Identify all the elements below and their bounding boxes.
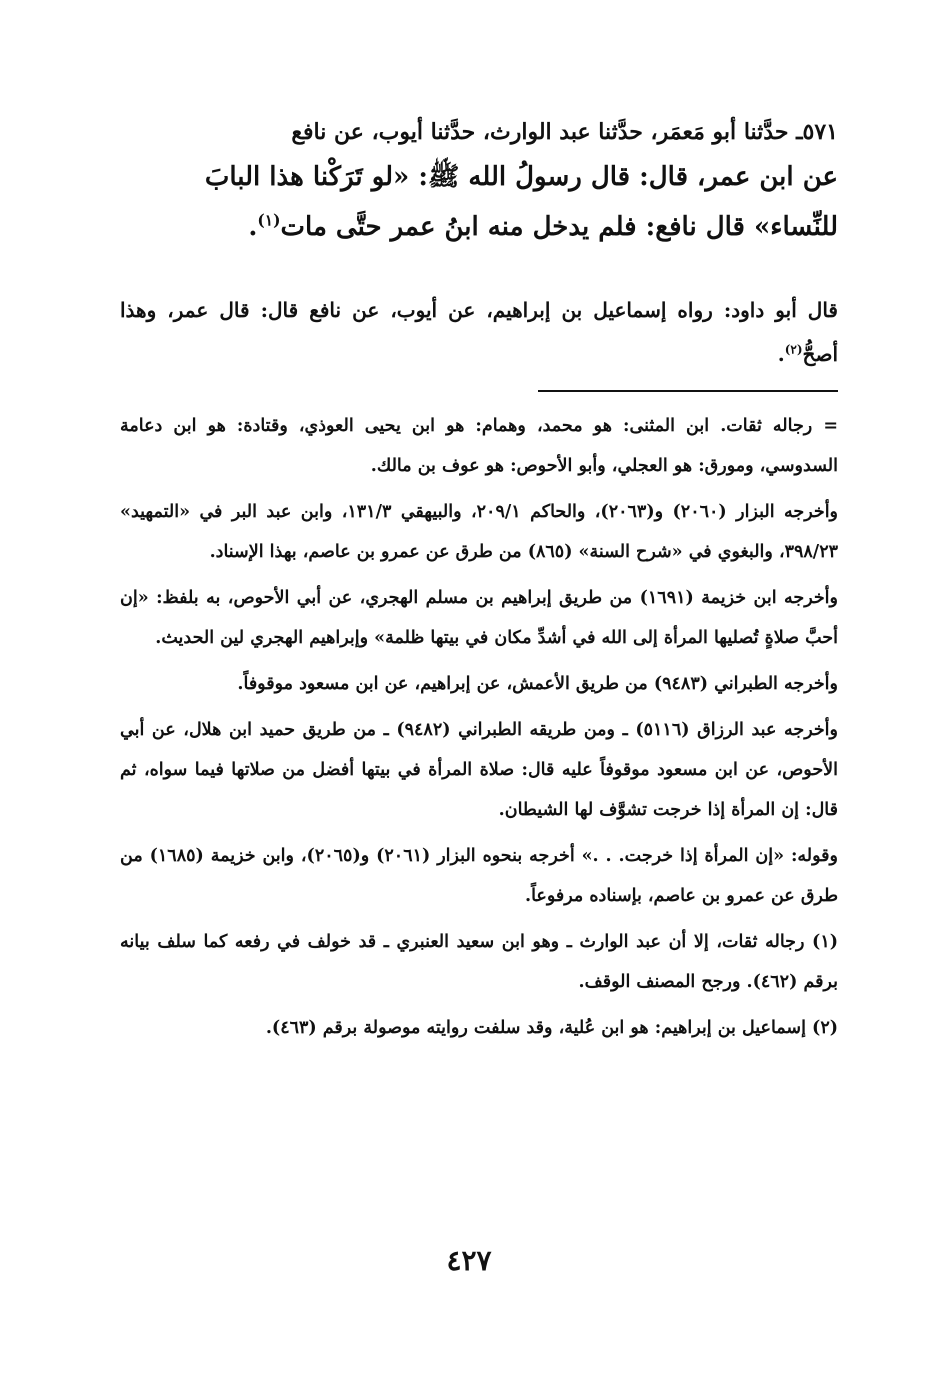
hadith-text: [120, 112, 838, 252]
comment-end: .: [777, 342, 785, 366]
footnote-divider: [538, 390, 838, 392]
abu-dawud-comment: [120, 288, 838, 376]
hadith-end: .: [248, 212, 258, 242]
footnote-ref-1: (١): [257, 210, 281, 230]
footnote-paragraph: وأخرجه عبد الرزاق (٥١١٦) ـ ومن طريقه الطبراني (٩٤٨٢) ـ من طريق حميد ابن هلال، عن أبي الأحوص، عن ابن مسعود موقوفاً عليه قال: صلاة المرأة في بيتها أفضل من صلاتها فيما سواه، ثم قال: إن المرأة إذا خرجت تشوَّف لها الشيطان.: [120, 720, 838, 820]
footnote-paragraph: وأخرجه الطبراني (٩٤٨٣) من طريق الأعمش، عن إبراهيم، عن ابن مسعود موقوفاً.: [237, 674, 838, 694]
page-number: ٤٢٧: [446, 1244, 492, 1277]
footnote-paragraph: (٢) إسماعيل بن إبراهيم: هو ابن عُلية، وقد سلفت روايته موصولة برقم (٤٦٣).: [265, 1018, 838, 1038]
hadith-line-1: ٥٧١ـ حدَّثنا أبو مَعمَر، حدَّثنا عبد الوارث، حدَّثنا أيوب، عن نافع: [291, 119, 838, 145]
footnote-paragraph: (١) رجاله ثقات، إلا أن عبد الوارث ـ وهو ابن سعيد العنبري ـ قد خولف في رفعه كما سلف بيانه برقم (٤٦٢). ورجح المصنف الوقف.: [120, 932, 838, 992]
footnote-paragraph: وأخرجه ابن خزيمة (١٦٩١) من طريق إبراهيم بن مسلم الهجري، عن أبي الأحوص، به بلفظ: «إن أحبَّ صلاةٍ تُصليها المرأة إلى الله في أشدِّ مكان في بيتها ظلمة» وإبراهيم الهجري لين الحديث.: [120, 588, 838, 648]
footnote-ref-2: (٢): [784, 342, 803, 357]
footnote-paragraph: وقوله: «إن المرأة إذا خرجت. . .» أخرجه بنحوه البزار (٢٠٦١) و(٢٠٦٥)، وابن خزيمة (١٦٨٥) من طرق عن عمرو بن عاصم، بإسناده مرفوعاً.: [120, 846, 839, 906]
hadith-line-3: [120, 202, 838, 252]
comment-text: قال أبو داود: رواه إسماعيل بن إبراهيم، عن أيوب، عن نافع قال: قال عمر، وهذا أصحُّ: [120, 298, 838, 366]
footnote-paragraph: وأخرجه البزار (٢٠٦٠) و(٢٠٦٣)، والحاكم ٢٠٩/١، والبيهقي ١٣١/٣، وابن عبد البر في «التمهيد» ٣٩٨/٢٣، والبغوي في «شرح السنة» (٨٦٥) من طرق عن عمرو بن عاصم، بهذا الإسناد.: [120, 502, 839, 562]
hadith-line-2: عن ابن عمر، قال: قال رسولُ الله ﷺ: «لو تَرَكْنا هذا البابَ: [204, 162, 838, 192]
footnote-paragraph: = رجاله ثقات. ابن المثنى: هو محمد، وهمام: هو ابن يحيى العوذي، وقتادة: هو ابن دعامة السدوسي، ومورق: هو العجلي، وأبو الأحوص: هو عوف بن مالك.: [120, 416, 838, 476]
footnotes: [120, 406, 838, 1048]
hadith-line-3-text: للنِّساء» قال نافع: فلم يدخل منه ابنُ عمر حتَّى مات: [280, 212, 838, 242]
